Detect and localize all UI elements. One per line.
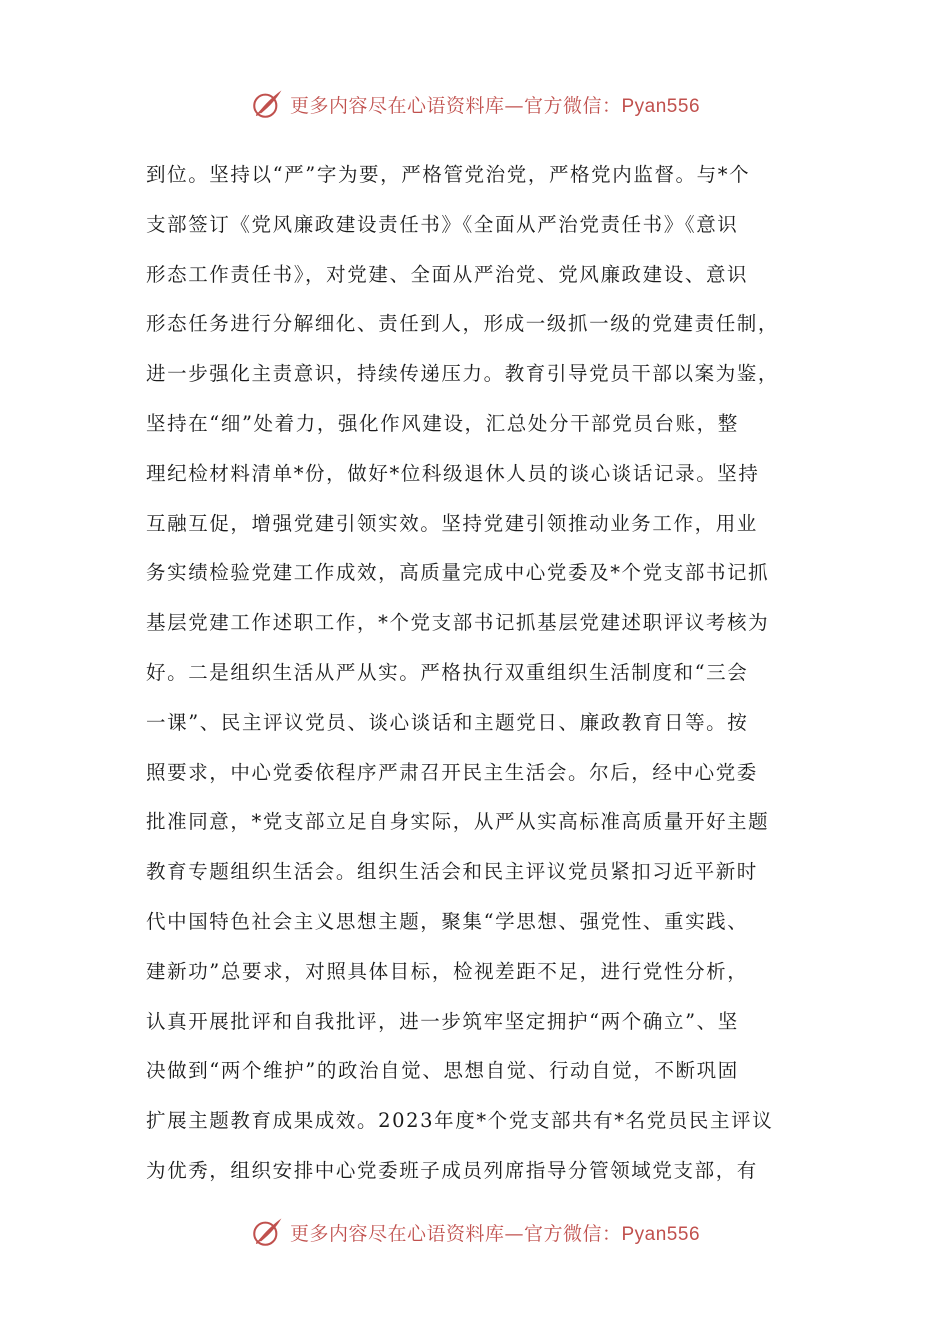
body-line: 支部签订《党风廉政建设责任书》《全面从严治党责任书》《意识 bbox=[146, 212, 739, 236]
header-banner bbox=[0, 84, 950, 124]
body-line: 批准同意，*党支部立足自身实际，从严从实高标准高质量开好主题 bbox=[146, 810, 770, 834]
header-banner-prefix: 更多内容尽在心语资料库—官方微信： bbox=[289, 94, 622, 117]
body-line: 一课”、民主评议党员、谈心谈话和主题党日、廉政教育日等。按 bbox=[146, 710, 749, 734]
body-line: 好。二是组织生活从严从实。严格执行双重组织生活制度和“三会 bbox=[146, 660, 749, 684]
body-line: 形态工作责任书》，对党建、全面从严治党、党风廉政建设、意识 bbox=[146, 262, 749, 286]
footer-banner bbox=[0, 1212, 950, 1252]
header-banner-text bbox=[290, 91, 700, 118]
body-line: 到位。坚持以“严”字为要，严格管党治党，严格党内监督。与*个 bbox=[146, 163, 751, 186]
body-line: 建新功”总要求，对照具体目标，检视差距不足，进行党性分析， bbox=[146, 959, 749, 983]
feather-pen-logo-icon bbox=[250, 1215, 284, 1249]
body-line: 坚持在“细”处着力，强化作风建设，汇总处分干部党员台账，整 bbox=[146, 411, 739, 435]
footer-banner-text bbox=[290, 1219, 700, 1246]
body-line: 为优秀，组织安排中心党委班子成员列席指导分管领域党支部，有 bbox=[146, 1158, 758, 1182]
body-line: 照要求，中心党委依程序严肃召开民主生活会。尔后，经中心党委 bbox=[146, 760, 758, 784]
body-line: 基层党建工作述职工作，*个党支部书记抓基层党建述职评议考核为 bbox=[146, 611, 770, 635]
body-line: 认真开展批评和自我批评，进一步筑牢坚定拥护“两个确立”、坚 bbox=[146, 1009, 739, 1033]
body-line: 扩展主题教育成果成效。2023年度*个党支部共有*名党员民主评议 bbox=[146, 1109, 774, 1133]
feather-pen-logo-icon bbox=[250, 87, 284, 121]
body-line: 理纪检材料清单*份，做好*位科级退休人员的谈心谈话记录。坚持 bbox=[146, 461, 760, 485]
footer-banner-id: Pyan556 bbox=[621, 1223, 701, 1245]
header-banner-id: Pyan556 bbox=[621, 95, 701, 117]
body-text bbox=[146, 150, 826, 1196]
footer-banner-prefix: 更多内容尽在心语资料库—官方微信： bbox=[289, 1222, 622, 1245]
body-line: 决做到“两个维护”的政治自觉、思想自觉、行动自觉，不断巩固 bbox=[146, 1059, 739, 1083]
body-line: 互融互促，增强党建引领实效。坚持党建引领推动业务工作，用业 bbox=[146, 511, 758, 535]
body-line: 形态任务进行分解细化、责任到人，形成一级抓一级的党建责任制， bbox=[146, 312, 780, 336]
body-line: 教育专题组织生活会。组织生活会和民主评议党员紧扣习近平新时 bbox=[146, 860, 758, 884]
body-line: 务实绩检验党建工作成效，高质量完成中心党委及*个党支部书记抓 bbox=[146, 561, 770, 585]
body-line: 代中国特色社会主义思想主题，聚集“学思想、强党性、重实践、 bbox=[146, 909, 749, 933]
body-line: 进一步强化主责意识，持续传递压力。教育引导党员干部以案为鉴， bbox=[146, 362, 780, 386]
